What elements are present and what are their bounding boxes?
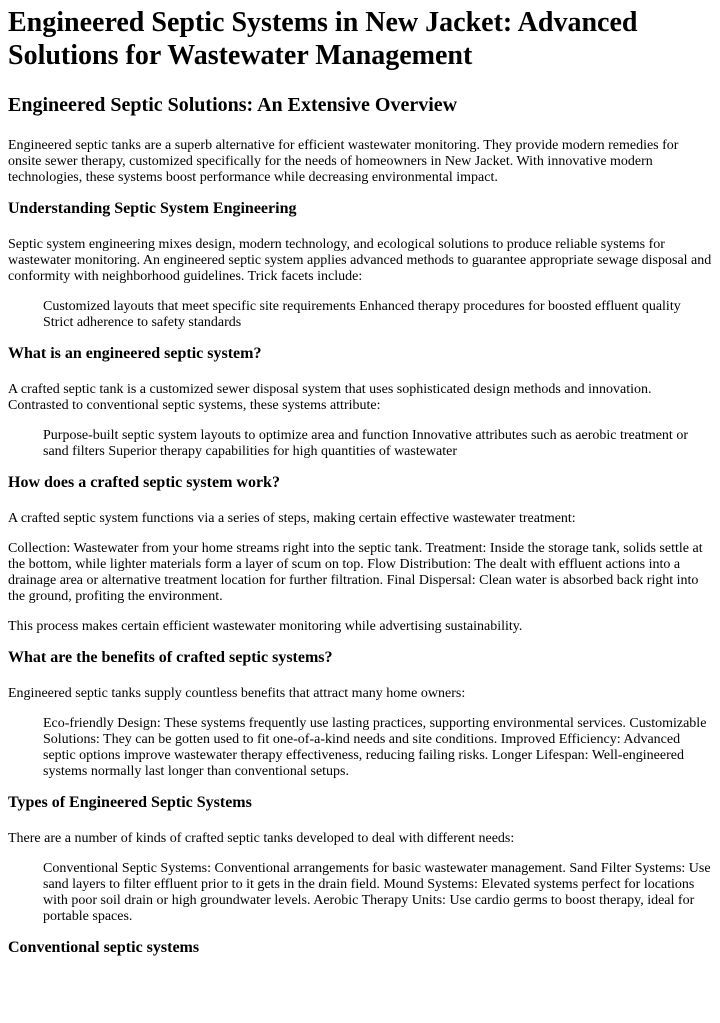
- page-title: Engineered Septic Systems in New Jacket: Advanced Solutions for Wastewater Management: [8, 7, 638, 71]
- section-steps-how-works: Collection: Wastewater from your home streams right into the septic tank. Treatment: Inside the storage tank, solids settle at the bottom, while lighter materials form a layer of scum on top. Flow Distribution: The dealt with effluent actions into a drainage area or alternative treatment location for further filtration. Final Dispersal: Clean water is absorbed back right into the ground, profiting the environment.: [8, 541, 703, 604]
- section-paragraph-understanding: Septic system engineering mixes design, modern technology, and ecological solutions to produce reliable systems for wastewater monitoring. An engineered septic system applies advanced methods to guarantee appropriate sewage disposal and conformity with neighborhood guidelines. Trick facets include:: [8, 237, 712, 284]
- section-paragraph-what-is: A crafted septic tank is a customized sewer disposal system that uses sophisticated design methods and innovation. Contrasted to conventional septic systems, these systems attribute:: [8, 382, 652, 413]
- section-summary-how-works: This process makes certain efficient wastewater monitoring while advertising sustainability.: [8, 619, 523, 634]
- section-heading-conventional: Conventional septic systems: [8, 939, 200, 956]
- section-list-what-is: Purpose-built septic system layouts to optimize area and function Innovative attributes such as aerobic treatment or sand filters Superior therapy capabilities for high quantities of wastewater: [43, 428, 688, 459]
- section-heading-understanding: Understanding Septic System Engineering: [8, 200, 297, 217]
- intro-paragraph: Engineered septic tanks are a superb alternative for efficient wastewater monitoring. They provide modern remedies for onsite sewer therapy, customized specifically for the needs of homeowners in New Jacket. With innovative modern technologies, these systems boost performance while decreasing environmental impact.: [8, 138, 679, 185]
- section-list-understanding: Customized layouts that meet specific site requirements Enhanced therapy procedures for boosted effluent quality Strict adherence to safety standards: [43, 299, 681, 330]
- section-paragraph-how-works: A crafted septic system functions via a series of steps, making certain effective wastewater treatment:: [8, 511, 576, 526]
- section-list-types: Conventional Septic Systems: Conventional arrangements for basic wastewater management. Sand Filter Systems: Use sand layers to filter effluent prior to it gets in the drain field. Mound Systems: Elevated systems perfect for locations with poor soil drain or high groundwater levels. Aerobic Therapy Units: Use cardio germs to boost therapy, ideal for portable spaces.: [43, 861, 711, 924]
- section-paragraph-benefits: Engineered septic tanks supply countless benefits that attract many home owners:: [8, 686, 466, 701]
- section-paragraph-types: There are a number of kinds of crafted septic tanks developed to deal with different needs:: [8, 831, 515, 846]
- section-list-benefits: Eco-friendly Design: These systems frequently use lasting practices, supporting environmental services. Customizable Solutions: They can be gotten used to fit one-of-a-kind needs and site conditions. Improved Efficiency: Advanced septic options improve wastewater therapy effectiveness, reducing failing risks. Longer Lifespan: Well-engineered systems normally last longer than conventional setups.: [43, 716, 707, 779]
- article: [0, 6, 720, 957]
- section-heading-benefits: What are the benefits of crafted septic systems?: [8, 649, 333, 666]
- overview-heading: Engineered Septic Solutions: An Extensive Overview: [8, 94, 458, 116]
- section-heading-what-is: What is an engineered septic system?: [8, 345, 262, 362]
- section-heading-types: Types of Engineered Septic Systems: [8, 794, 252, 811]
- section-heading-how-works: How does a crafted septic system work?: [8, 474, 280, 491]
